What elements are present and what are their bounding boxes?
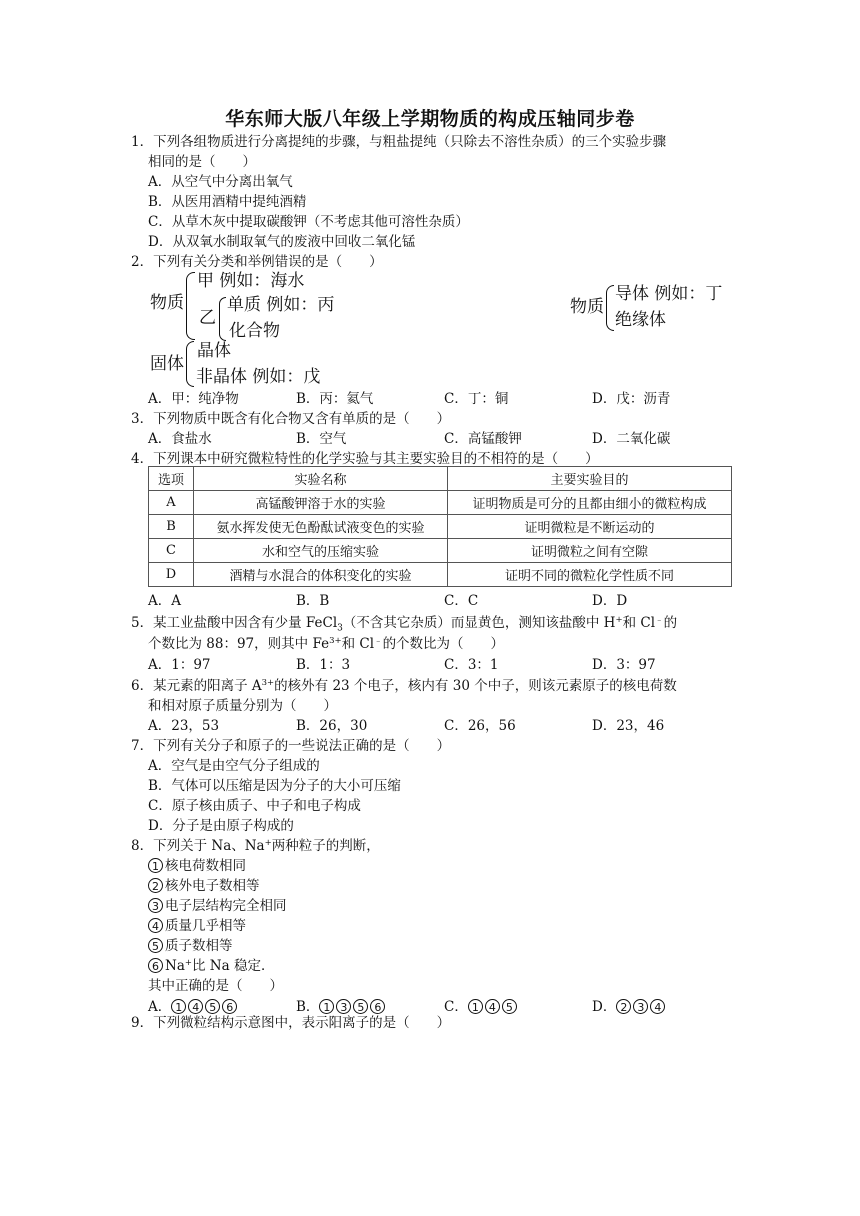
q4-option-b[interactable]: B．B: [296, 593, 330, 609]
diagram-jueyuanti: 绝缘体: [615, 310, 666, 330]
q5-stem-line1: 5．某工业盐酸中因含有少量 FeCl$_3$（不含其它杂质）而显黄色，测知该盐酸中 H+和 Cl﹣的: [131, 615, 678, 634]
q7-option-d[interactable]: D．分子是由原子构成的: [148, 818, 294, 834]
q2-option-c[interactable]: C．丁：铜: [444, 391, 509, 407]
table-cell: 证明微粒之间有空隙: [448, 539, 732, 563]
q3-option-d[interactable]: D．二氧化碳: [592, 431, 671, 447]
table-header-option: 选项: [149, 467, 194, 491]
diagram-brace: [219, 297, 226, 341]
q2-stem: 2．下列有关分类和举例错误的是（ ）: [131, 254, 383, 270]
table-cell: A: [149, 491, 194, 515]
q8-statement-6: 6 Na+比 Na 稳定．: [148, 957, 274, 976]
table-cell: 水和空气的压缩实验: [194, 539, 448, 563]
q5-option-d[interactable]: D．3：97: [592, 657, 656, 673]
diagram-daoti: 导体 例如：丁: [615, 284, 723, 304]
table-cell: D: [149, 563, 194, 587]
q3-option-c[interactable]: C．高锰酸钾: [444, 431, 522, 447]
q5-option-b[interactable]: B．1：3: [296, 657, 351, 673]
q6-stem-line2: 和相对原子质量分别为（ ）: [148, 698, 337, 714]
table-row: [149, 563, 732, 587]
q5-option-c[interactable]: C．3：1: [444, 657, 499, 673]
table-cell: 氨水挥发使无色酚酞试液变色的实验: [194, 515, 448, 539]
table-row: [149, 539, 732, 563]
q5-stem-line2: 个数比为 88：97，则其中 $Fe^{3+}$和 Cl﹣的个数比为（ ）: [148, 636, 505, 652]
q8-option-a[interactable]: A． 1 4 5 6: [148, 998, 239, 1017]
page-title: 华东师大版八年级上学期物质的构成压轴同步卷: [225, 108, 635, 130]
diagram-root-matter: 物质: [150, 293, 184, 313]
q8-option-d[interactable]: D． 2 3 4: [592, 998, 667, 1017]
q4-option-d[interactable]: D．D: [592, 593, 628, 609]
q1-option-d[interactable]: D．从双氧水制取氧气的废液中回收二氧化锰: [148, 234, 416, 250]
q2-option-d[interactable]: D．戊：沥青: [592, 391, 671, 407]
q7-stem: 7．下列有关分子和原子的一些说法正确的是（ ）: [131, 738, 451, 754]
q3-option-a[interactable]: A．食盐水: [148, 431, 212, 447]
q8-statement-4: 4 质量几乎相等: [148, 917, 246, 936]
table-cell: 高锰酸钾溶于水的实验: [194, 491, 448, 515]
diagram-brace: [186, 341, 194, 387]
q3-option-b[interactable]: B．空气: [296, 431, 347, 447]
diagram-yi: 乙: [199, 308, 216, 328]
q7-option-a[interactable]: A．空气是由空气分子组成的: [148, 758, 320, 774]
diagram-root-solid: 固体: [150, 354, 184, 374]
q6-option-a[interactable]: A．23，53: [148, 718, 220, 734]
table-cell: B: [149, 515, 194, 539]
table-header-purpose: 主要实验目的: [448, 467, 732, 491]
q5-option-a[interactable]: A．1：97: [148, 657, 211, 673]
experiment-table: [148, 466, 732, 587]
table-header-row: [149, 467, 732, 491]
table-cell: 证明微粒是不断运动的: [448, 515, 732, 539]
q2-option-a[interactable]: A．甲：纯净物: [148, 391, 239, 407]
diagram-brace: [186, 272, 195, 340]
q1-stem-line2: 相同的是（ ）: [148, 154, 256, 170]
q1-option-c[interactable]: C．从草木灰中提取碳酸钾（不考虑其他可溶性杂质）: [148, 214, 469, 230]
q4-option-a[interactable]: A．A: [148, 593, 181, 609]
q3-stem: 3．下列物质中既含有化合物又含有单质的是（ ）: [131, 411, 451, 427]
q8-conclusion: 其中正确的是（ ）: [148, 978, 283, 994]
diagram-huahewu: 化合物: [229, 321, 280, 341]
table-cell: 证明不同的微粒化学性质不同: [448, 563, 732, 587]
table-row: [149, 491, 732, 515]
diagram-danzhi: 单质 例如：丙: [227, 295, 335, 315]
diagram-jingti: 晶体: [197, 341, 231, 361]
table-row: [149, 515, 732, 539]
q8-option-c[interactable]: C． 1 4 5: [444, 998, 519, 1017]
q8-option-b[interactable]: B． 1 3 5 6: [296, 998, 387, 1017]
q8-statement-5: 5 质子数相等: [148, 937, 233, 956]
q8-statement-3: 3 电子层结构完全相同: [148, 897, 287, 916]
table-cell: 证明物质是可分的且都由细小的微粒构成: [448, 491, 732, 515]
table-cell: C: [149, 539, 194, 563]
q4-stem: 4．下列课本中研究微粒特性的化学实验与其主要实验目的不相符的是（ ）: [131, 451, 599, 467]
table-cell: 酒精与水混合的体积变化的实验: [194, 563, 448, 587]
q7-option-b[interactable]: B．气体可以压缩是因为分子的大小可压缩: [148, 778, 401, 794]
q1-stem-line1: 1．下列各组物质进行分离提纯的步骤，与粗盐提纯（只除去不溶性杂质）的三个实验步骤: [131, 134, 667, 150]
q6-option-d[interactable]: D．23，46: [592, 718, 665, 734]
q8-statement-2: 2 核外电子数相等: [148, 877, 260, 896]
q6-option-c[interactable]: C．26，56: [444, 718, 516, 734]
q7-option-c[interactable]: C．原子核由质子、中子和电子构成: [148, 798, 361, 814]
q8-statement-1: 1 核电荷数相同: [148, 857, 246, 876]
q6-option-b[interactable]: B．26，30: [296, 718, 368, 734]
table-header-experiment: 实验名称: [194, 467, 448, 491]
diagram-feijingti: 非晶体 例如：戊: [196, 367, 321, 387]
diagram-brace: [606, 285, 614, 331]
q2-option-b[interactable]: B．丙：氦气: [296, 391, 374, 407]
q8-stem: 8．下列关于 Na、Na+两种粒子的判断，: [131, 838, 380, 854]
q9-stem: 9．下列微粒结构示意图中，表示阳离子的是（ ）: [131, 1015, 451, 1031]
q1-option-b[interactable]: B．从医用酒精中提纯酒精: [148, 194, 307, 210]
q6-stem-line1: 6．某元素的阳离子 $A^{3+}$的核外有 23 个电子，核内有 30 个中子，则该元素原子的核电荷数: [131, 678, 677, 694]
diagram-jia: 甲 例如：海水: [197, 271, 305, 291]
q1-option-a[interactable]: A．从空气中分离出氧气: [148, 174, 293, 190]
q4-option-c[interactable]: C．C: [444, 593, 479, 609]
diagram-root-matter-2: 物质: [570, 297, 604, 317]
